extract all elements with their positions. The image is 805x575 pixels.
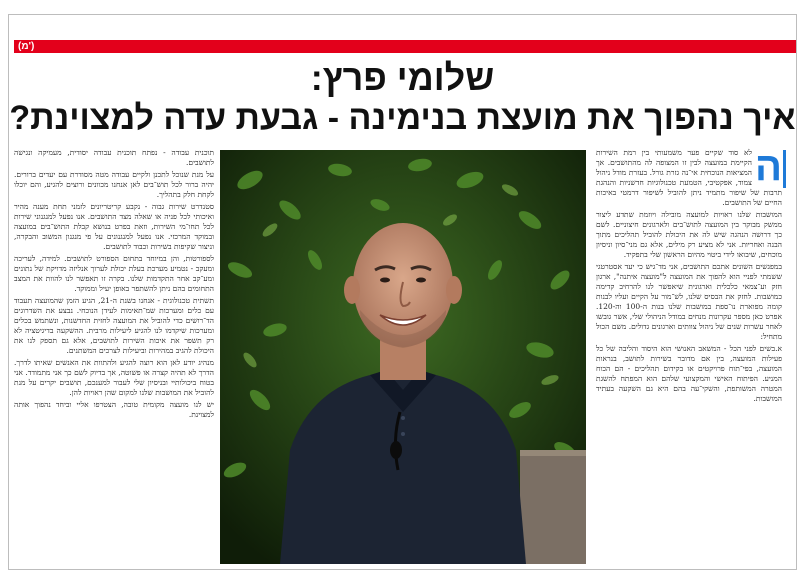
paragraph: במפגשים השונים אתכם התושבים, אני מד־גיש כי יעד אסטרטגי ששמתי לפניי הוא להפוך את המועצה ל"מועצה איתנה", ארגון חזק וע־צמאי כלכלית וארגונית שיאפשר לנו להרחיב קדימה כמושבות. לחזק את הבסיס שלנו, לש־מור על הקיים ועליו לבנות קומה מפוארת נו־ספת במושבות שלנו בנות ה-100 וה-120. אפרט כאן מספר עקרונות מנחים במודל הניהולי שלי, אשר גובשו לאחר עשרות שנים של ניהול צוותים וארגונים גדולים. משם הכול מתחיל: [596, 262, 782, 341]
section-bar [14, 40, 796, 53]
paragraph: לא סוד שקיים פער משמעותי בין רמת השירות הקיימת במועצה לבין זו המצופה לה מהתושבים. אך המציאות הנוכחית אי־נה גזרת גורל. בעזרת מודל ניהול צמוד, אפקטיבי, הטמעת טכנולוגיות חדשניות והנהגת תרבות של שיפור מתמיד ניתן להוביל לשיפור דרמטי באיכות החיים של התושבים. [596, 148, 782, 207]
paragraph: תוכנית עבודה - נפתח תוכנית עבודה יסודית, מעמיקה ונגישה לתושבים. [14, 148, 214, 167]
paragraph: לספורטות, והן במיוחד בתחום הספורט לתושבים. למידה, לעריכה ומעקב - נטמיע מערכת בעלת יכולת לערוך אנליזה מדויקת של נתונים ומע־קב אחר התקדמות שלנו. בקרה זו תאפשר לנו להוות את המצב התחומים בהם ניתן להשתפר באופן יעיל וממוקד. [14, 254, 214, 293]
portrait-illustration [220, 150, 586, 564]
portrait-photo [220, 150, 586, 564]
drop-cap: ה [754, 145, 782, 189]
drop-cap-accent [783, 150, 786, 188]
paragraph: יש לנו מועצה מקומית טובה, הצטרפו אליי וביחד נהפוך אותה למצוינת. [14, 400, 214, 419]
paragraph: תשתית טכנולוגית - אנחנו בשנת ה-21, הגיע הזמן שהמועצה תעבוד עם כלים ומערכות שמ־תאימות לעידן הנוכחי. נבצע את השדרוגים הד־רושים כדי להוביל את המועצה לחזית החדשנות, ונשתמש בכלים ומערכות שיקדמו לנו להגיע ליעילות מרבית. ההשקעה בדיגיטציה לא רק תשפר את איכות השירות לתושבים, אלא גם תספק לנו את היכולת להגיב במהירות וביעילות לצרכים המשתנים. [14, 296, 214, 355]
headline-question: איך נהפוך את מועצת בנימינה - גבעת עדה למצוינת? [9, 99, 796, 137]
paragraph: המושבות שלנו ראויות למועצה מובילה ויוזמת שתדע ליצור ממשק מבוקר בין המועצה לתוש־בים ולארגונים חיצוניים. לשם כך דרושה הנהגה שיש לה את היכולת להוביל תהליכים מתוך הבנה ואחריות. אני לא מציע רק מילים, אלא גם מני־סיון וניסיון מוכחים, שיבואו לידי ביטוי מהיום הראשון שלי בתפקיד. [596, 210, 782, 259]
paragraph: סטנדרט שירות גבוה - נקבע קריטריונים לזמני תחת מענה מהיר ואיכותי לכל פניה או שאלה מצד התושבים. אנו נפעל למנגנוני שירות לכל תחו־מי השירות, וזאת בפרט בנושא קבלת התוש־בים במועצה ובמוקד המרכזי. אנו נפעל למנגנונים על פי מנגנון המשוב והבקרה, וניצור שקיפות בשירות וכבוד לתושבים. [14, 202, 214, 251]
headline-speaker: שלומי פרץ: [310, 57, 495, 98]
article-column-right [596, 145, 782, 568]
paragraph: מנהיג יודע לאן הוא רוצה להגיע ולהתוות את האנשים שאיתו לדרך. הדרך לא תהיה קצרה או פשוטה, אך בדיוק לשם כך אני מתמודד. אני בטוח ביכולותיי ובניסיון שלי לעבור למענכם, תושבים יקרים על מנת להוביל את המושבות שלנו למקום שהן ראויות להן. [14, 358, 214, 397]
paragraph: א.בשים לפני הכל - המשאב האנושי הוא היסוד והליבה של כל פעילות המועצה, בין אם מדובר בשירות לתושב, בנראות המועצה, בפי־תוח פרויקטים או בקידום תהליכים - הם הכוח המניע. הפיתוח האישי והמקצועי שלהם הוא המפתח להשגת המטרה המשותפת, והשקי־עה בהם היא גם השקעה בעתיד המושבות. [596, 344, 782, 403]
section-tag: (מ') [18, 41, 35, 52]
paragraph: על מנת שנוכל לתכנן ולקיים עבודה מטה מסודרת עם יעדים ברורים. יהיה ברור לכל תוש־בים לאן אנחנו מכוונים ורוצים להגיע, והם יוכלו לקחת חלק בתהליך. [14, 170, 214, 199]
article-column-left [14, 148, 214, 568]
